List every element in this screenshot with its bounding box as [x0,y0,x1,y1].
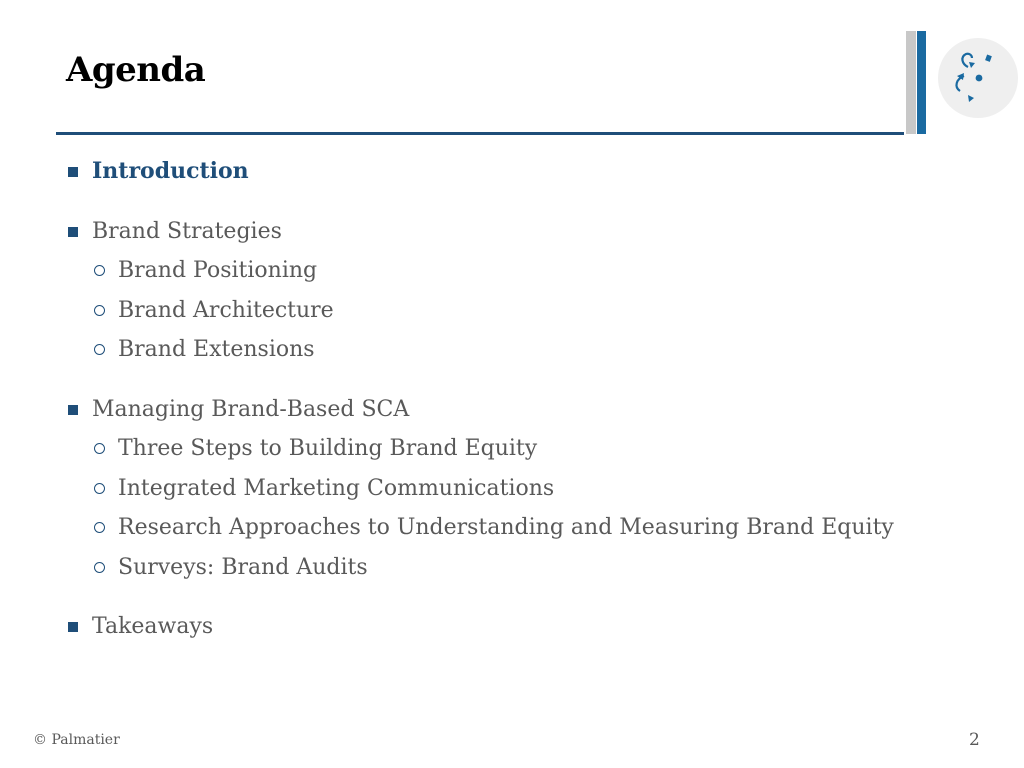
agenda-subitem-label: Brand Extensions [118,337,315,362]
agenda-list [66,152,894,647]
agenda-subitem-label: Surveys: Brand Audits [118,554,368,580]
agenda-subitem [92,469,894,509]
agenda-item-label: Introduction [92,158,249,184]
agenda-item-label: Takeaways [92,614,214,639]
circle-bullet-icon [94,522,105,533]
circle-bullet-icon [94,443,105,454]
decorative-blue-bar [917,31,926,134]
agenda-item-introduction [66,152,894,192]
agenda-item-label: Brand Strategies [92,218,282,244]
brand-cycle-logo-icon [938,38,1018,118]
agenda-subitem [92,291,894,331]
circle-bullet-icon [94,562,105,573]
agenda-item-brand-strategies [66,212,894,370]
agenda-subitem-label: Integrated Marketing Communications [118,475,555,501]
agenda-sublist [92,251,894,370]
agenda-subitem [92,251,894,291]
agenda-item-label: Managing Brand-Based SCA [92,396,410,422]
title-underline [56,132,904,135]
copyright-footer: © Palmatier [33,732,120,748]
agenda-sublist [92,429,894,587]
agenda-subitem [92,508,894,548]
agenda-subitem-label: Brand Architecture [118,297,334,323]
agenda-subitem [92,548,894,588]
square-bullet-icon [68,405,78,415]
agenda-subitem-label: Three Steps to Building Brand Equity [118,436,538,461]
agenda-subitem-label: Brand Positioning [118,258,318,283]
circle-bullet-icon [94,265,105,276]
decorative-gray-bar [906,31,916,134]
circle-bullet-icon [94,344,105,355]
circle-bullet-icon [94,305,105,316]
square-bullet-icon [68,167,78,177]
square-bullet-icon [68,622,78,632]
agenda-item-managing-brand-based-sca [66,390,894,588]
agenda-subitem [92,429,894,469]
square-bullet-icon [68,227,78,237]
circle-bullet-icon [94,483,105,494]
slide-title: Agenda [66,50,206,90]
page-number: 2 [969,730,980,750]
agenda-subitem-label: Research Approaches to Understanding and Measuring Brand Equity [118,515,894,540]
agenda-subitem [92,330,894,370]
agenda-item-takeaways [66,607,894,647]
